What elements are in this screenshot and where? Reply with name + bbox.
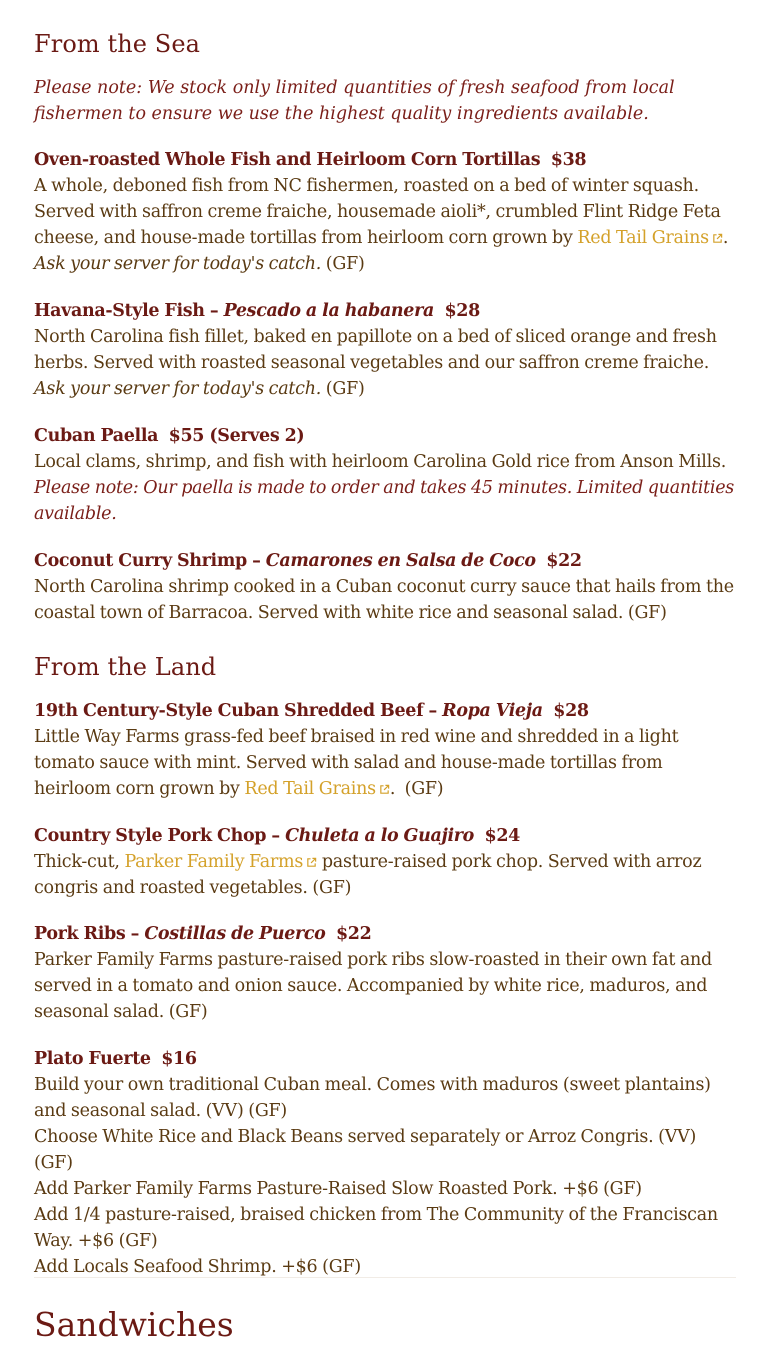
item-price: $38	[550, 150, 587, 170]
plato-line: Add 1/4 pasture-raised, braised chicken from The Community of the Franciscan Way. +$6 (GF)	[34, 1205, 718, 1251]
item-name: Pork Ribs –	[34, 924, 140, 944]
paella-note: Please note: Our paella is made to order and takes 45 minutes. Limited quantities available.	[34, 478, 735, 524]
item-title	[34, 298, 736, 324]
item-spanish-name: Pescado a la habanera	[223, 301, 434, 321]
item-title	[34, 423, 736, 449]
item-price: $24	[484, 826, 520, 846]
parker-family-farms-link[interactable]	[124, 852, 317, 872]
catch-note: Ask your server for today's catch.	[34, 379, 322, 399]
menu-item-plato-fuerte	[34, 1046, 736, 1280]
section-title-sea: From the Sea	[34, 30, 201, 58]
item-price: $28	[444, 301, 480, 321]
item-title	[34, 147, 736, 173]
item-price: $55 (Serves 2)	[168, 426, 305, 446]
item-price: $16	[161, 1049, 197, 1069]
menu-item-paella	[34, 423, 736, 527]
menu-item-coconut-shrimp	[34, 548, 736, 626]
external-link-icon	[379, 784, 390, 795]
item-spanish-name: Camarones en Salsa de Coco	[265, 551, 536, 571]
item-name: Oven-roasted Whole Fish and Heirloom Corn Tortillas	[34, 150, 541, 170]
description-text: Little Way Farms grass-fed beef braised in red wine and shredded in a light tomato sauce with mint. Served with salad and house-made tortillas from heirloom corn grown by	[34, 727, 679, 799]
item-price: $22	[335, 924, 372, 944]
link-label: Red Tail Grains	[244, 779, 376, 799]
plato-line: Add Locals Seafood Shrimp. +$6 (GF)	[34, 1257, 361, 1277]
external-link-icon	[306, 857, 317, 868]
external-link-icon	[712, 233, 723, 244]
item-description	[34, 849, 736, 901]
item-description	[34, 173, 736, 277]
description-text: . (GF)	[389, 779, 444, 799]
link-label: Parker Family Farms	[124, 852, 304, 872]
description-text: North Carolina fish fillet, baked en papillote on a bed of sliced orange and fresh herbs. Served with roasted seasonal vegetables and our saffron creme fraiche.	[34, 327, 717, 373]
item-description: North Carolina shrimp cooked in a Cuban coconut curry sauce that hails from the coastal town of Barracoa. Served with white rice and seasonal salad. (GF)	[34, 577, 734, 623]
description-text: Local clams, shrimp, and fish with heirloom Carolina Gold rice from Anson Mills.	[34, 452, 727, 472]
item-name: Plato Fuerte	[34, 1049, 151, 1069]
link-label: Red Tail Grains	[577, 228, 709, 248]
description-text: pasture-raised pork chop. Served with arroz congris and roasted vegetables. (GF)	[34, 852, 702, 898]
item-description	[34, 324, 736, 402]
menu-item-havana-fish	[34, 298, 736, 402]
plato-line: Build your own traditional Cuban meal. Comes with maduros (sweet plantains) and seasonal salad. (VV) (GF)	[34, 1075, 711, 1121]
item-price: $28	[553, 701, 589, 721]
plato-line: Choose White Rice and Black Beans served separately or Arroz Congris. (VV) (GF)	[34, 1127, 697, 1173]
seafood-note: Please note: We stock only limited quantities of fresh seafood from local fishermen to ensure we use the highest quality ingredients available.	[34, 78, 675, 124]
catch-note: Ask your server for today's catch.	[34, 254, 322, 274]
item-name: 19th Century-Style Cuban Shredded Beef –	[34, 701, 437, 721]
item-title	[34, 823, 736, 849]
item-name: Havana-Style Fish –	[34, 301, 219, 321]
item-price: $22	[546, 551, 582, 571]
item-title	[34, 1046, 736, 1072]
diet-tag: (GF)	[325, 379, 365, 399]
description-text: A whole, deboned fish from NC fishermen, roasted on a bed of winter squash. Served with saffron creme fraiche, housemade aioli*, crumbled Flint Ridge Feta cheese, and house-made tortillas from heirloom corn grown by	[34, 176, 721, 248]
section-divider	[34, 1277, 736, 1278]
item-spanish-name: Chuleta a lo Guajiro	[285, 826, 474, 846]
menu-item-ropa-vieja	[34, 698, 736, 802]
item-description	[34, 1072, 736, 1280]
item-spanish-name: Ropa Vieja	[442, 701, 543, 721]
red-tail-grains-link[interactable]	[577, 228, 722, 248]
item-title	[34, 698, 736, 724]
section-title-land: From the Land	[34, 653, 217, 681]
section-title-sandwiches: Sandwiches	[34, 1305, 234, 1344]
item-name: Country Style Pork Chop –	[34, 826, 280, 846]
plato-line: Add Parker Family Farms Pasture-Raised Slow Roasted Pork. +$6 (GF)	[34, 1179, 642, 1199]
red-tail-grains-link[interactable]	[244, 779, 389, 799]
item-description	[34, 724, 736, 802]
item-title	[34, 548, 736, 574]
item-description: Parker Family Farms pasture-raised pork ribs slow-roasted in their own fat and served in a tomato and onion sauce. Accompanied by white rice, maduros, and seasonal salad. (GF)	[34, 950, 712, 1022]
description-text: Thick-cut,	[34, 852, 120, 872]
menu-item-pork-chop	[34, 823, 736, 901]
item-name: Cuban Paella	[34, 426, 159, 446]
diet-tag: (GF)	[325, 254, 365, 274]
description-text: .	[722, 228, 729, 248]
item-name: Coconut Curry Shrimp –	[34, 551, 261, 571]
item-spanish-name: Costillas de Puerco	[144, 924, 326, 944]
item-description	[34, 449, 736, 527]
menu-item-whole-fish	[34, 147, 736, 277]
menu-item-pork-ribs	[34, 921, 736, 1025]
item-title	[34, 921, 736, 947]
